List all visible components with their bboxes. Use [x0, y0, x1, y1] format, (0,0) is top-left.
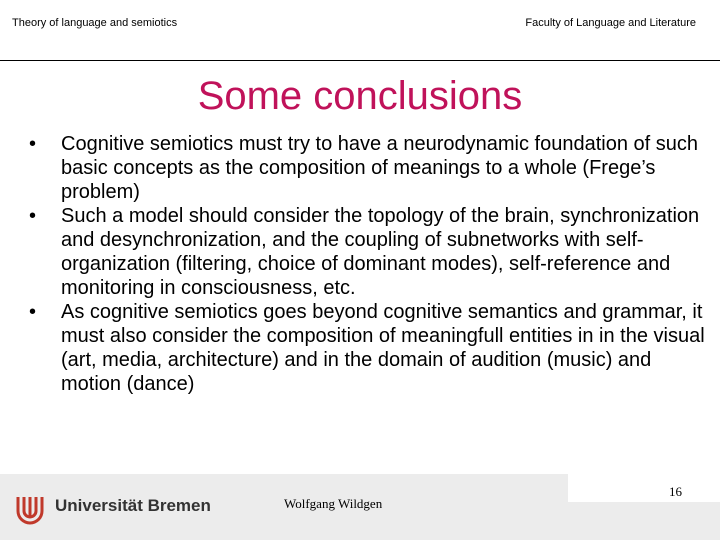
bullet-text: As cognitive semiotics goes beyond cognitive semantics and grammar, it must also consider the composition of meaningfull entities in in the visual (art, media, architecture) and in the domain of audition (music) and motion (dance) [61, 301, 705, 395]
university-logo-icon [14, 493, 46, 525]
page-number: 16 [669, 484, 682, 499]
header-course-title: Theory of language and semiotics [12, 17, 178, 29]
header-faculty: Faculty of Language and Literature [525, 17, 696, 29]
header-divider [0, 60, 720, 61]
list-item [29, 204, 709, 300]
slide-title: Some conclusions [197, 74, 523, 118]
footer-bar [0, 474, 720, 540]
bullet-icon: • [29, 133, 37, 155]
bullet-list [29, 132, 709, 396]
bullet-icon: • [29, 205, 37, 227]
bullet-text: Cognitive semiotics must try to have a neurodynamic foundation of such basic concepts as the composition of meanings to a whole (Frege’s problem) [61, 133, 698, 203]
author-name: Wolfgang Wildgen [284, 496, 383, 511]
list-item [29, 300, 709, 396]
list-item [29, 132, 709, 204]
university-name: Universität Bremen [55, 496, 211, 515]
bullet-text: Such a model should consider the topology of the brain, synchronization and desynchronization, and the coupling of subnetworks with self-organization (filtering, choice of dominant modes), self-reference and monitoring in consciousness, etc. [61, 205, 700, 299]
footer-notch [568, 474, 720, 502]
bullet-icon: • [29, 301, 37, 323]
